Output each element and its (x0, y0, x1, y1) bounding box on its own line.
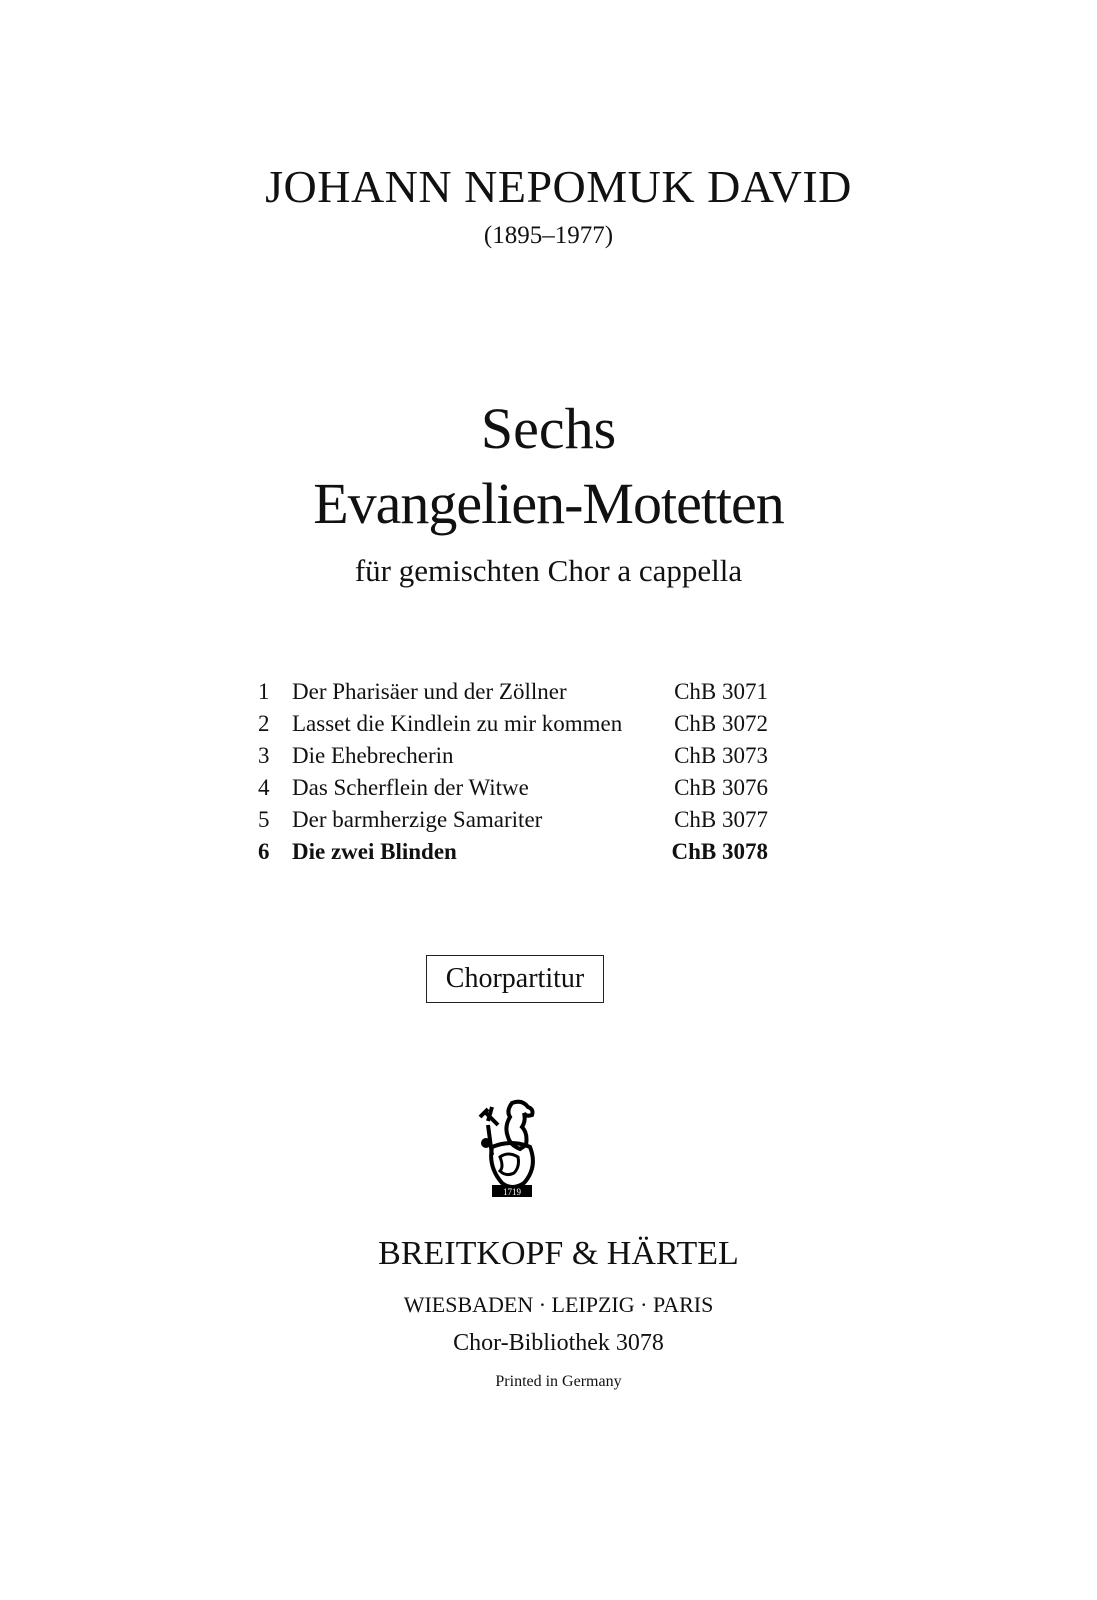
work-title: Die zwei Blinden (292, 839, 457, 864)
title-line-1: Sechs (480, 396, 617, 461)
crest-year: 1719 (503, 1187, 521, 1197)
work-number: 5 (258, 807, 270, 832)
composer-name: JOHANN NEPOMUK DAVID (265, 161, 852, 212)
work-number: 3 (258, 743, 270, 768)
work-code: ChB 3071 (674, 679, 768, 704)
list-item (258, 708, 768, 740)
edition-label: Chorpartitur (426, 955, 604, 1003)
subtitle: für gemischten Chor a cappella (354, 553, 743, 588)
publisher-cities: WIESBADEN · LEIPZIG · PARIS (403, 1292, 714, 1317)
publisher-crest-icon (470, 1095, 550, 1205)
work-code: ChB 3073 (674, 743, 768, 768)
series-number: Chor-Bibliothek 3078 (453, 1330, 664, 1356)
work-number: 6 (258, 839, 270, 864)
work-code: ChB 3077 (674, 807, 768, 832)
list-item (258, 676, 768, 708)
title-line-2: Evangelien-Motetten (313, 471, 784, 536)
work-title: Die Ehebrecherin (292, 743, 454, 768)
work-code: ChB 3078 (671, 839, 768, 864)
work-title: Der barmherzige Samariter (292, 807, 543, 832)
work-code: ChB 3076 (674, 775, 768, 800)
work-title: Der Pharisäer und der Zöllner (292, 679, 567, 704)
list-item (258, 740, 768, 772)
list-item (258, 772, 768, 804)
work-title: Das Scherflein der Witwe (292, 775, 529, 800)
work-code: ChB 3072 (674, 711, 768, 736)
publisher-name: BREITKOPF & HÄRTEL (378, 1235, 739, 1272)
work-number: 4 (258, 775, 270, 800)
work-number: 2 (258, 711, 270, 736)
printed-in: Printed in Germany (495, 1373, 622, 1390)
work-title: Lasset die Kindlein zu mir kommen (292, 711, 623, 736)
composer-dates: (1895–1977) (483, 222, 614, 249)
list-item-current (258, 836, 768, 868)
works-list (258, 676, 768, 868)
list-item (258, 804, 768, 836)
work-number: 1 (258, 679, 270, 704)
